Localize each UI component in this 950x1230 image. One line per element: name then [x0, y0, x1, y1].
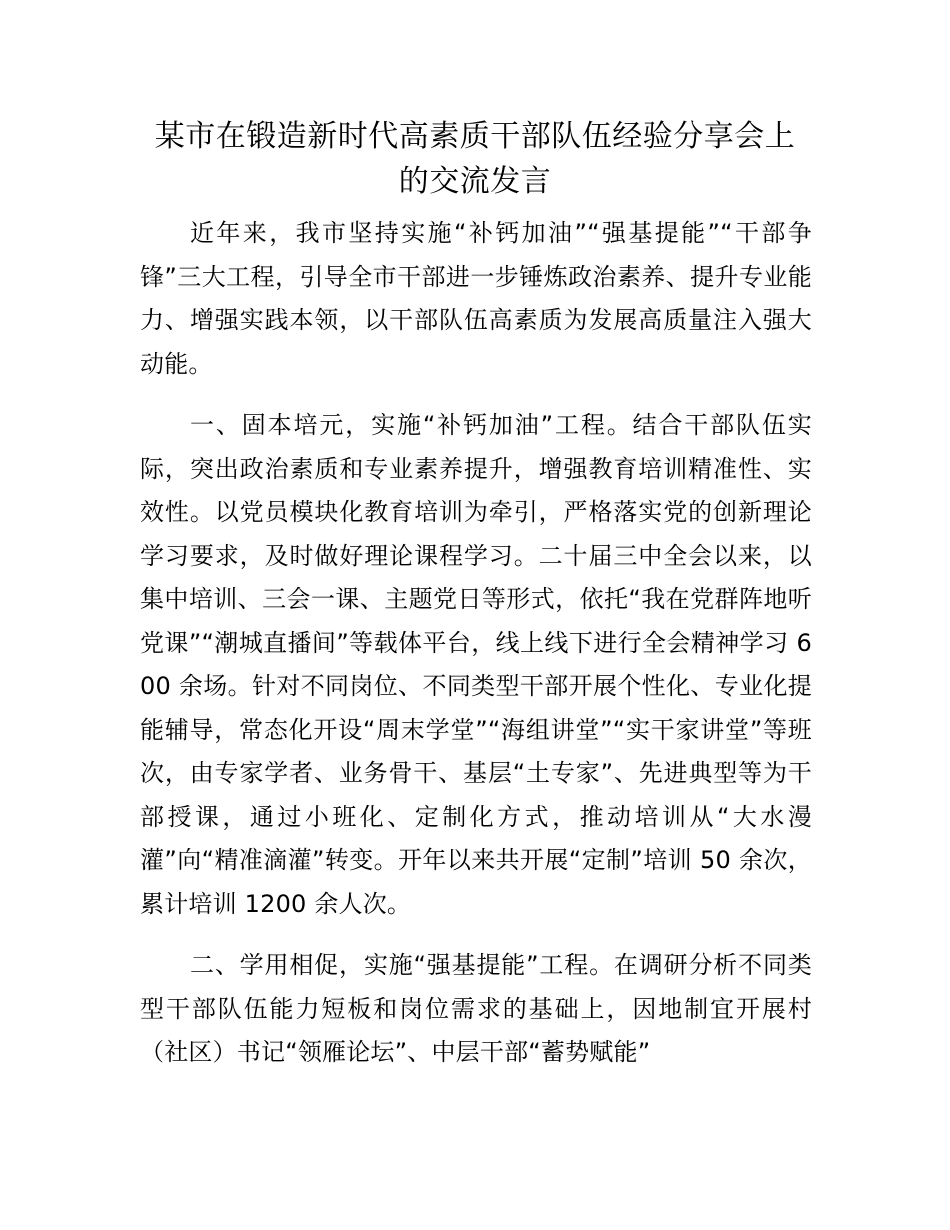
paragraph-intro: 近年来，我市坚持实施“补钙加油”“强基提能”“干部争锋”三大工程，引导全市干部进一步锤炼政治素养、提升专业能力、增强实践本领，以干部队伍高素质为发展高质量注入强大动能。: [140, 219, 812, 378]
paragraph-section-one: 一、固本培元，实施“补钙加油”工程。结合干部队伍实际，突出政治素质和专业素养提升，增强教育培训精准性、实效性。以党员模块化教育培训为牵引，严格落实党的创新理论学习要求，及时做好理论课程学习。二十届三中全会以来，以集中培训、三会一课、主题党日等形式，依托“我在党群阵地听党课”“潮城直播间”等载体平台，线上线下进行全会精神学习 600 余场。针对不同岗位、不同类型干部开展个性化、专业化提能辅导，常态化开设“周末学堂”“海组讲堂”“实干家讲堂”等班次，由专家学者、业务骨干、基层“土专家”、先进典型等为干部授课，通过小班化、定制化方式，推动培训从“大水漫灌”向“精准滴灌”转变。开年以来共开展“定制”培训 50 余次，累计培训 1200 余人次。: [140, 411, 812, 918]
document-title: 某市在锻造新时代高素质干部队伍经验分享会上的交流发言: [154, 119, 796, 199]
document-body: [140, 212, 812, 1093]
paragraph-section-two: 二、学用相促，实施“强基提能”工程。在调研分析不同类型干部队伍能力短板和岗位需求的基础上，因地制宜开展村（社区）书记“领雁论坛”、中层干部“蓄势赋能”: [140, 951, 812, 1066]
